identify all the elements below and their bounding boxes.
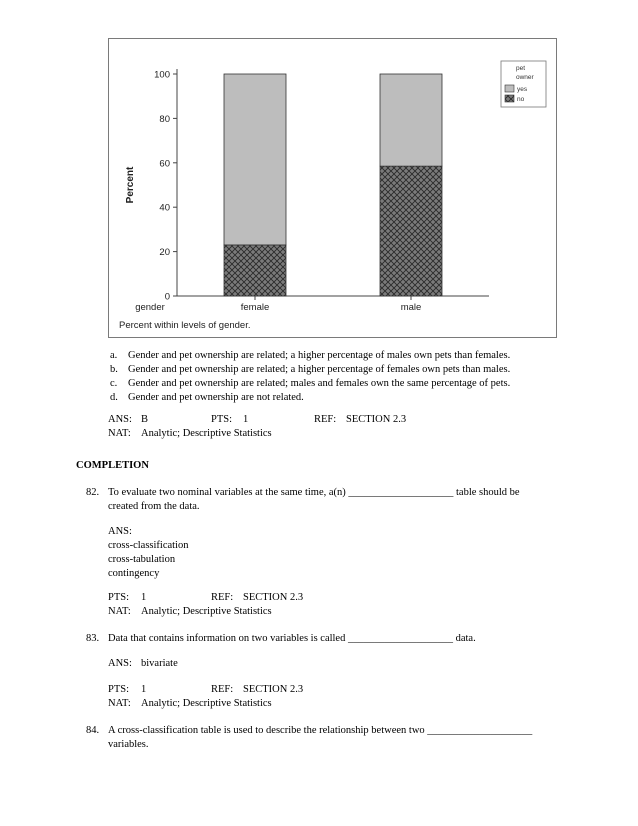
q82-number: 82. — [86, 487, 100, 498]
stacked-bar-chart — [108, 38, 557, 338]
q82-answer-1: cross-classification — [108, 540, 189, 551]
q81-nat-value: Analytic; Descriptive Statistics — [141, 428, 272, 439]
q82-ans-label: ANS: — [108, 526, 132, 537]
q82-pts-label: PTS: — [108, 592, 130, 603]
q84-question-line1: A cross-classification table is used to describe the relationship between two ____________________ — [108, 725, 533, 736]
legend-swatch-yes — [505, 85, 514, 92]
q83-ref-label: REF: — [211, 684, 234, 695]
legend-title-line1: pet — [516, 65, 526, 72]
bar-female-yes — [224, 74, 286, 245]
q82-answer-2: cross-tabulation — [108, 554, 176, 565]
q82-ref-value: SECTION 2.3 — [243, 592, 304, 603]
bar-male-yes — [380, 74, 442, 166]
q81-nat-label: NAT: — [108, 428, 131, 439]
q83-pts-label: PTS: — [108, 684, 130, 695]
q81-option-b — [110, 363, 118, 376]
option-letter: b. — [110, 364, 118, 375]
q81-ref-label: REF: — [314, 414, 337, 425]
x-tick-label-male: male — [400, 302, 422, 313]
q83-question: Data that contains information on two variables is called ____________________ data. — [108, 633, 476, 644]
legend-swatch-no — [505, 95, 514, 102]
chart-footnote: Percent within levels of gender. — [119, 320, 251, 331]
q84-number: 84. — [86, 725, 100, 736]
q81-option-a — [110, 349, 117, 362]
y-tick-label: 20 — [159, 247, 170, 259]
bar-male-no — [380, 166, 442, 296]
q83-ref-value: SECTION 2.3 — [243, 684, 304, 695]
q83-pts-value: 1 — [141, 684, 147, 695]
y-tick-label: 80 — [159, 113, 170, 125]
y-tick-label: 0 — [164, 291, 170, 303]
q81-option-d — [110, 391, 118, 404]
q81-pts-value: 1 — [243, 414, 249, 425]
q82-nat-value: Analytic; Descriptive Statistics — [141, 606, 272, 617]
option-letter: a. — [110, 350, 118, 361]
y-tick-label: 60 — [159, 158, 170, 170]
q82-question-line1: To evaluate two nominal variables at the same time, a(n) ____________________ table should be — [108, 487, 520, 498]
q84-question-line2: variables. — [108, 739, 149, 750]
q81-option-b-text: Gender and pet ownership are related; a higher percentage of females own pets than males. — [128, 364, 511, 375]
q82-nat-label: NAT: — [108, 606, 131, 617]
y-axis-label: Percent — [125, 166, 136, 204]
legend-label-yes: yes — [517, 86, 528, 93]
y-tick-label: 40 — [159, 202, 170, 214]
q83-nat-label: NAT: — [108, 698, 131, 709]
section-heading: COMPLETION — [76, 460, 149, 471]
q82-question-line2: created from the data. — [108, 501, 200, 512]
q83-number: 83. — [86, 633, 100, 644]
q81-ans-label: ANS: — [108, 414, 132, 425]
option-letter: d. — [110, 392, 118, 403]
chart-svg — [109, 39, 556, 337]
q81-option-a-text: Gender and pet ownership are related; a higher percentage of males own pets than females. — [128, 350, 511, 361]
q81-ans-value: B — [141, 414, 149, 425]
q81-option-c-text: Gender and pet ownership are related; males and females own the same percentage of pets. — [128, 378, 511, 389]
legend-title-line2: owner — [516, 74, 534, 81]
x-tick-label-female: female — [240, 302, 270, 313]
q81-pts-label: PTS: — [211, 414, 233, 425]
q81-option-c — [110, 377, 117, 390]
q83-ans-label: ANS: — [108, 658, 132, 669]
bar-female-no — [224, 245, 286, 296]
y-tick-label: 100 — [154, 69, 170, 81]
q83-ans-value: bivariate — [141, 658, 178, 669]
q82-pts-value: 1 — [141, 592, 147, 603]
q82-ref-label: REF: — [211, 592, 234, 603]
option-letter: c. — [110, 378, 118, 389]
category-axis-label: gender — [135, 302, 165, 313]
legend-label-no: no — [517, 96, 525, 103]
q82-answer-3: contingency — [108, 568, 160, 579]
q81-ref-value: SECTION 2.3 — [346, 414, 407, 425]
q83-nat-value: Analytic; Descriptive Statistics — [141, 698, 272, 709]
q81-option-d-text: Gender and pet ownership are not related. — [128, 392, 304, 403]
